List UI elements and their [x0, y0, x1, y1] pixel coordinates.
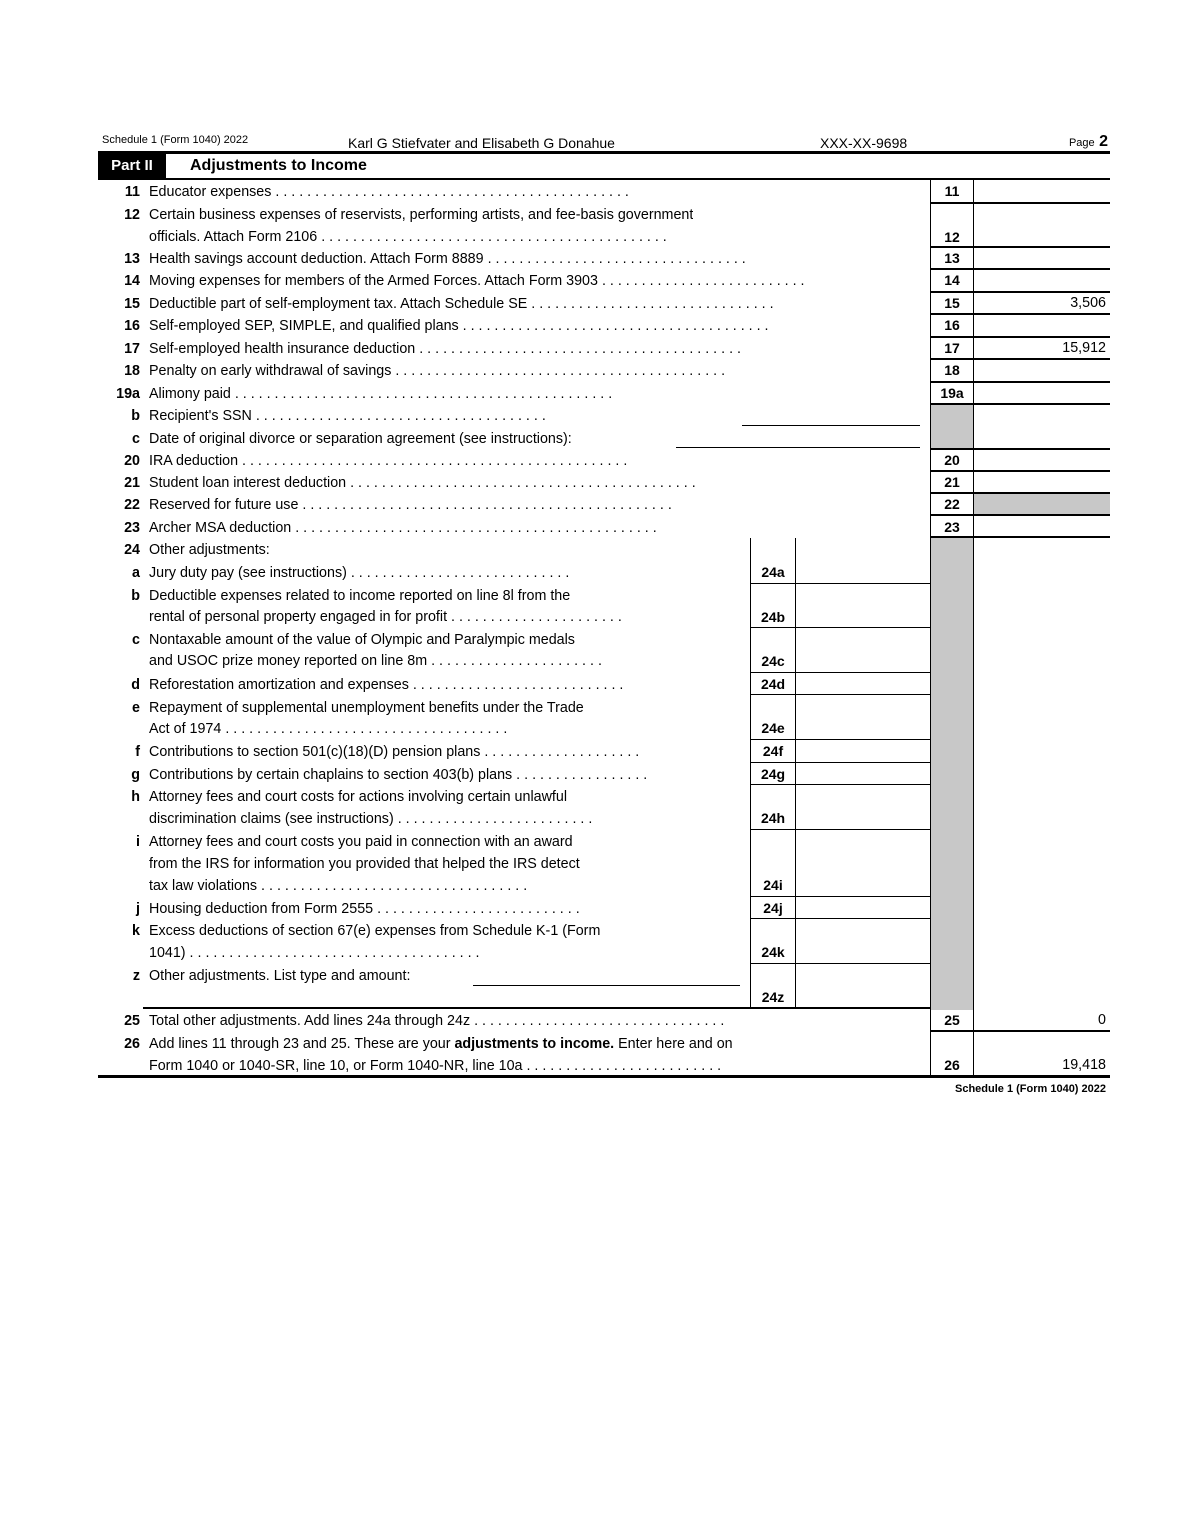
line-16: 16 Self-employed SEP, SIMPLE, and qualified plans . . . . . . . . . . . . . . . . . . . . . . . . . . . . . . . . . . . . . . .: [124, 318, 769, 334]
line-12-cont: officials. Attach Form 2106 . . . . . . . . . . . . . . . . . . . . . . . . . . . . . . . . . . . . . . . . . . . .: [149, 229, 667, 245]
line-24b-cont: rental of personal property engaged in for profit . . . . . . . . . . . . . . . . . . . . . .: [149, 609, 622, 625]
line-24h: h Attorney fees and court costs for actions involving certain unlawful: [131, 789, 568, 805]
line-19b: b Recipient's SSN . . . . . . . . . . . . . . . . . . . . . . . . . . . . . . . . . . . . .: [131, 408, 546, 424]
line-14: 14 Moving expenses for members of the Armed Forces. Attach Form 3903 . . . . . . . . . . . . . . . . . . . . . . . . . .: [124, 273, 805, 289]
box-19a: 19a: [940, 385, 964, 401]
line-24a: a Jury duty pay (see instructions) . . . . . . . . . . . . . . . . . . . . . . . . . . . .: [132, 565, 570, 581]
box-24f: 24f: [762, 743, 784, 759]
line-21: 21 Student loan interest deduction . . . . . . . . . . . . . . . . . . . . . . . . . . . . . . . . . . . . . . . . . . . .: [124, 475, 696, 491]
box-24a: 24a: [761, 564, 785, 580]
box-24k: 24k: [761, 944, 785, 960]
line-24k-cont: 1041) . . . . . . . . . . . . . . . . . . . . . . . . . . . . . . . . . . . . .: [149, 945, 480, 961]
other-adjustments-type-field[interactable]: [473, 985, 740, 986]
line-24d: d Reforestation amortization and expenses . . . . . . . . . . . . . . . . . . . . . . . . . . .: [131, 677, 624, 693]
box-17: 17: [944, 340, 960, 356]
box-24e: 24e: [761, 720, 785, 736]
box-24j: 24j: [763, 900, 783, 916]
box-26: 26: [944, 1057, 960, 1073]
box-13: 13: [944, 250, 960, 266]
line-18: 18 Penalty on early withdrawal of savings . . . . . . . . . . . . . . . . . . . . . . . . . . . . . . . . . . . . . . . . . .: [124, 363, 726, 379]
box-11: 11: [944, 183, 960, 199]
box-22: 22: [944, 496, 960, 512]
recipient-ssn-field[interactable]: [742, 425, 920, 426]
line-24i-cont: from the IRS for information you provided that helped the IRS detect: [149, 856, 580, 872]
box-12: 12: [944, 229, 960, 245]
line-22: 22 Reserved for future use . . . . . . . . . . . . . . . . . . . . . . . . . . . . . . . . . . . . . . . . . . . . . . .: [124, 497, 672, 513]
box-23: 23: [944, 519, 960, 535]
divorce-date-field[interactable]: [676, 447, 920, 448]
box-14: 14: [944, 272, 960, 288]
box-25: 25: [944, 1012, 960, 1028]
box-24c: 24c: [761, 653, 785, 669]
box-16: 16: [944, 317, 960, 333]
box-20: 20: [944, 452, 960, 468]
box-18: 18: [944, 362, 960, 378]
part-label: Part II: [98, 154, 166, 178]
line-24c: c Nontaxable amount of the value of Olympic and Paralympic medals: [132, 632, 575, 648]
line-17: 17 Self-employed health insurance deduction . . . . . . . . . . . . . . . . . . . . . . . . . . . . . . . . . . . . . . . . .: [124, 341, 741, 357]
line-24g: g Contributions by certain chaplains to section 403(b) plans . . . . . . . . . . . . . . . . .: [131, 767, 648, 783]
line-24j: j Housing deduction from Form 2555 . . . . . . . . . . . . . . . . . . . . . . . . . .: [136, 901, 580, 917]
line-24i: i Attorney fees and court costs you paid in connection with an award: [136, 834, 573, 850]
value-25[interactable]: 0: [1098, 1012, 1106, 1028]
box-24z: 24z: [761, 989, 785, 1005]
line-24e: e Repayment of supplemental unemployment benefits under the Trade: [132, 700, 584, 716]
box-24g: 24g: [760, 766, 786, 782]
form-name: Schedule 1 (Form 1040) 2022: [102, 134, 249, 146]
box-21: 21: [944, 474, 960, 490]
value-17[interactable]: 15,912: [1062, 340, 1106, 356]
footer-form-name: Schedule 1 (Form 1040) 2022: [954, 1083, 1106, 1095]
line-24e-cont: Act of 1974 . . . . . . . . . . . . . . . . . . . . . . . . . . . . . . . . . . . .: [149, 721, 508, 737]
box-24d: 24d: [760, 676, 786, 692]
line-12: 12 Certain business expenses of reservists, performing artists, and fee-basis government: [124, 207, 694, 223]
line-25: 25 Total other adjustments. Add lines 24a through 24z . . . . . . . . . . . . . . . . . . . . . . . . . . . . . . . .: [124, 1013, 725, 1029]
line-19c: c Date of original divorce or separation agreement (see instructions):: [132, 431, 572, 447]
box-15: 15: [944, 295, 960, 311]
line-24f: f Contributions to section 501(c)(18)(D) pension plans . . . . . . . . . . . . . . . . . . . .: [135, 744, 640, 760]
line-26: 26 Add lines 11 through 23 and 25. These are your adjustments to income. Enter here and on: [124, 1036, 733, 1052]
line-24i-cont2: tax law violations . . . . . . . . . . . . . . . . . . . . . . . . . . . . . . . . . .: [149, 878, 528, 894]
line-24: 24 Other adjustments:: [124, 542, 270, 558]
box-24i: 24i: [763, 877, 783, 893]
ssn: XXX-XX-9698: [820, 135, 908, 151]
line-24z: z Other adjustments. List type and amount:: [132, 968, 411, 984]
box-24b: 24b: [760, 609, 786, 625]
line-19a: 19a Alimony paid . . . . . . . . . . . . . . . . . . . . . . . . . . . . . . . . . . . . . . . . . . . . . . . .: [116, 386, 613, 402]
line-24b: b Deductible expenses related to income reported on line 8l from the: [131, 588, 571, 604]
line-15: 15 Deductible part of self-employment tax. Attach Schedule SE . . . . . . . . . . . . . . . . . . . . . . . . . . . . . . .: [124, 296, 774, 312]
line-13: 13 Health savings account deduction. Attach Form 8889 . . . . . . . . . . . . . . . . . . . . . . . . . . . . . . . . .: [124, 251, 746, 267]
line-24c-cont: and USOC prize money reported on line 8m . . . . . . . . . . . . . . . . . . . . . .: [149, 653, 602, 669]
line-24h-cont: discrimination claims (see instructions) . . . . . . . . . . . . . . . . . . . . . . . . .: [149, 811, 593, 827]
page-label: Page: [1068, 137, 1095, 149]
line-23: 23 Archer MSA deduction . . . . . . . . . . . . . . . . . . . . . . . . . . . . . . . . . . . . . . . . . . . . . .: [124, 520, 657, 536]
line-11: 11 Educator expenses . . . . . . . . . . . . . . . . . . . . . . . . . . . . . . . . . . . . . . . . . . . . .: [124, 184, 629, 200]
value-15[interactable]: 3,506: [1070, 295, 1106, 311]
value-26[interactable]: 19,418: [1062, 1057, 1106, 1073]
line-20: 20 IRA deduction . . . . . . . . . . . . . . . . . . . . . . . . . . . . . . . . . . . . . . . . . . . . . . . . .: [124, 453, 628, 469]
line-24k: k Excess deductions of section 67(e) expenses from Schedule K-1 (Form: [132, 923, 601, 939]
page-number: 2: [1099, 133, 1108, 150]
part-title: Adjustments to Income: [190, 157, 367, 174]
line-26-cont: Form 1040 or 1040-SR, line 10, or Form 1040-NR, line 10a . . . . . . . . . . . . . . . . . . . . . . . . .: [149, 1058, 722, 1074]
page-indicator: [1069, 133, 1108, 151]
box-24h: 24h: [760, 810, 786, 826]
taxpayer-names: Karl G Stiefvater and Elisabeth G Donahue: [348, 135, 615, 151]
